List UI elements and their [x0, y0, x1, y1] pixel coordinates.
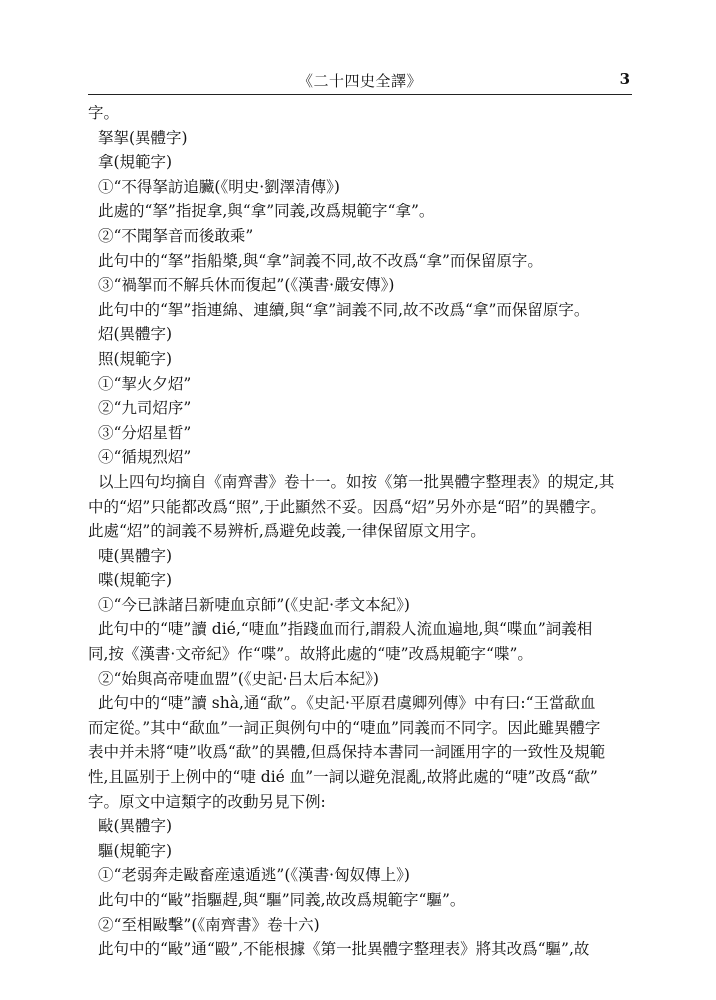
text-line: ③“禍挐而不解兵休而復起”(《漢書·嚴安傳》) [98, 276, 395, 295]
header-divider [88, 94, 632, 95]
text-line: 喋(規範字) [98, 571, 173, 590]
running-header [90, 70, 630, 92]
text-line: 炤(異體字) [98, 325, 173, 344]
text-line: 此句中的“敺”通“毆”,不能根據《第一批異體字整理表》將其改爲“驅”,故 [98, 940, 590, 959]
text-line: 此處“炤”的詞義不易辨析,爲避免歧義,一律保留原文用字。 [88, 522, 486, 541]
text-line: 表中并未將“啑”收爲“歃”的異體,但爲保持本書同一詞匯用字的一致性及規範 [88, 743, 606, 762]
text-line: 此句中的“啑”讀 shà,通“歃”。《史記·平原君虞卿列傳》中有曰:“王當歃血 [98, 694, 596, 713]
text-line: 而定從。”其中“歃血”一詞正與例句中的“啑血”同義而不同字。因此雖異體字 [88, 718, 601, 737]
book-title: 《二十四史全譯》 [297, 72, 422, 90]
text-line: ②“始與高帝啑血盟”(《史記·吕太后本紀》) [98, 669, 379, 688]
text-line: 此處的“拏”指捉拿,與“拿”同義,改爲規範字“拿”。 [98, 202, 435, 221]
text-line: ④“循規烈炤” [98, 448, 192, 467]
text-line: 拿(規範字) [98, 153, 173, 172]
text-line: 驅(規範字) [98, 841, 173, 860]
body-text [88, 101, 628, 962]
text-line: 此句中的“敺”指驅趕,與“驅”同義,故改爲規範字“驅”。 [98, 891, 466, 909]
page-number: 3 [619, 70, 630, 88]
text-line: 啑(異體字) [98, 546, 173, 565]
text-line: 照(規範字) [98, 349, 173, 368]
text-line: ①“今已誅諸吕新啑血京師”(《史記·孝文本紀》) [98, 595, 410, 614]
text-line: ②“至相敺擊”(《南齊書》卷十六) [98, 915, 320, 934]
text-line: 同,按《漢書·文帝紀》作“喋”。故將此處的“啑”改爲規範字“喋”。 [88, 645, 533, 664]
text-line: 此句中的“啑”讀 dié,“啑血”指踐血而行,謂殺人流血遍地,與“喋血”詞義相 [98, 620, 593, 639]
text-line: ③“分炤星晢” [98, 423, 192, 442]
text-line: 字。 [88, 104, 120, 122]
text-line: 此句中的“挐”指連綿、連續,與“拿”詞義不同,故不改爲“拿”而保留原字。 [98, 300, 590, 319]
text-line: 敺(異體字) [98, 817, 173, 836]
text-line: ②“九司炤序” [98, 399, 192, 418]
text-line: 此句中的“拏”指船槳,與“拿”詞義不同,故不改爲“拿”而保留原字。 [98, 251, 543, 270]
text-line: 拏挐(異體字) [98, 128, 188, 147]
text-line: ①“挈火夕炤” [98, 374, 192, 393]
text-line: 性,且區别于上例中的“啑 dié 血”一詞以避免混亂,故將此處的“啑”改爲“歃” [88, 768, 598, 787]
text-line: 中的“炤”只能都改爲“照”,于此顯然不妥。因爲“炤”另外亦是“昭”的異體字。 [88, 497, 606, 516]
text-line: 以上四句均摘自《南齊書》卷十一。如按《第一批異體字整理表》的規定,其 [98, 472, 615, 491]
text-line: 字。原文中這類字的改動另見下例: [88, 792, 326, 811]
text-line: ②“不聞拏音而後敢乘” [98, 226, 254, 245]
text-line: ①“老弱奔走敺畜産遠遁逃”(《漢書·匈奴傳上》) [98, 866, 410, 885]
text-line: ①“不得拏訪追臟(《明史·劉澤清傳》) [98, 177, 340, 196]
